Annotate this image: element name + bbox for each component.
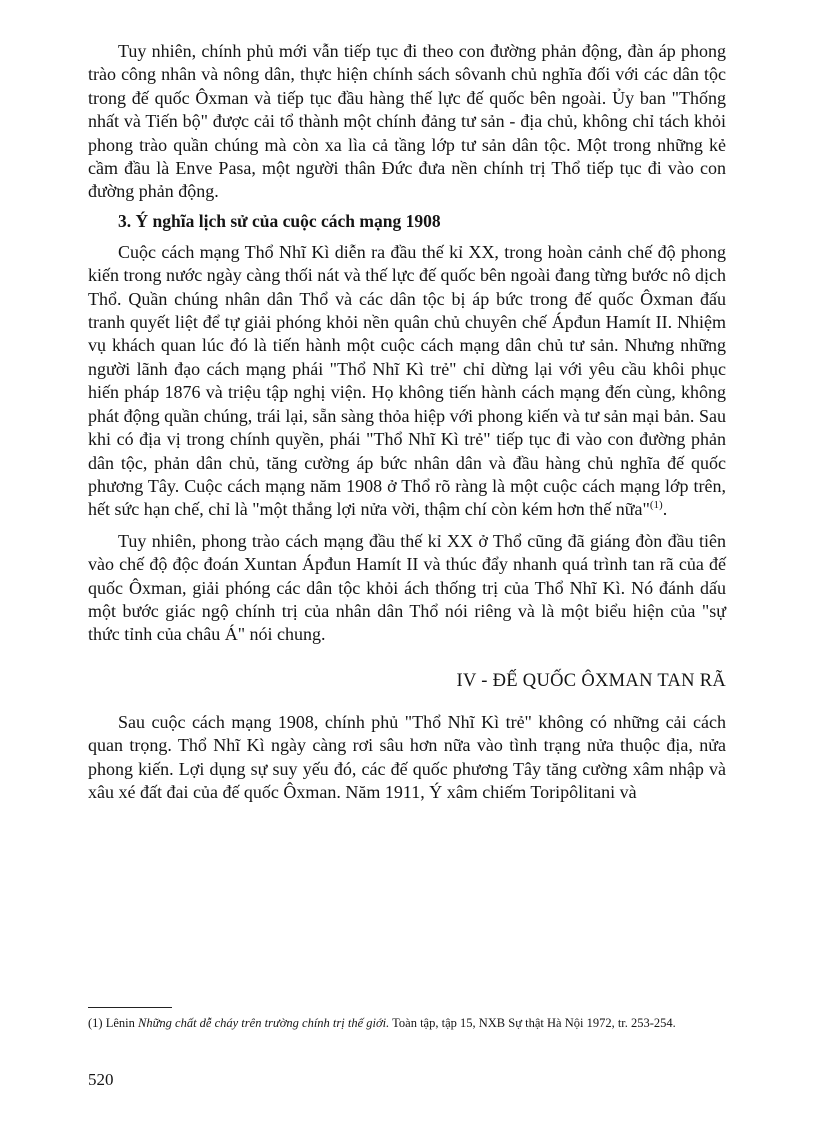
footnote-title: Những chất dễ cháy trên trường chính trị thế giới. [137, 1016, 390, 1030]
section-4-paragraph-1: Sau cuộc cách mạng 1908, chính phủ "Thổ Nhĩ Kì trẻ" không có những cải cách quan trọng. Thổ Nhĩ Kì ngày càng rơi sâu hơn nữa vào tình trạng nửa thuộc địa, nửa phong kiến. Lợi dụng sự suy yếu đó, các đế quốc phương Tây tăng cường xâm nhập và xâu xé đất đai của đế quốc Ôxman. Năm 1911, Ý xâm chiếm Toripôlitani và [88, 711, 726, 802]
footnote-reference: (1) [649, 499, 663, 512]
section-3-paragraph-1 [88, 241, 726, 522]
footnote-rest: Toàn tập, tập 15, NXB Sự thật Hà Nội 1972, tr. 253-254. [389, 1016, 676, 1030]
section-3-heading: 3. Ý nghĩa lịch sử của cuộc cách mạng 1908 [118, 210, 441, 231]
section-4-heading: IV - ĐẾ QUỐC ÔXMAN TAN RÃ [456, 670, 726, 691]
page-number: 520 [88, 1070, 114, 1089]
footnote-divider [88, 1007, 172, 1008]
section-3-paragraph-1-end: . [662, 499, 668, 520]
section-3-paragraph-1-text: Cuộc cách mạng Thổ Nhĩ Kì diễn ra đầu thế kỉ XX, trong hoàn cảnh chế độ phong kiến trong nước ngày càng thối nát và thế lực đế quốc bên ngoài đang từng bước nô dịch Thổ. Quần chúng nhân dân Thổ và các dân tộc bị áp bức trong đế quốc Ôxman đấu tranh quyết liệt để tự giải phóng khỏi nền quân chủ chuyên chế Ápđun Hamít II. Nhiệm vụ khách quan lúc đó là tiến hành một cuộc cách mạng dân chủ tư sản. Nhưng những người lãnh đạo cách mạng phái "Thổ Nhĩ Kì trẻ" chỉ dừng lại với yêu cầu khôi phục hiến pháp 1876 và triệu tập nghị viện. Họ không tiến hành cách mạng đến cùng, không phát động quần chúng, trái lại, sẵn sàng thỏa hiệp với phong kiến và tư sản mại bản. Sau khi có địa vị trong chính quyền, phái "Thổ Nhĩ Kì trẻ" tiếp tục đi vào con đường phản dân tộc, phản dân chủ, tăng cường áp bức nhân dân và đầu hàng chủ nghĩa đế quốc phương Tây. Cuộc cách mạng năm 1908 ở Thổ rõ ràng là một cuộc cách mạng lớp trên, hết sức hạn chế, chỉ là "một thắng lợi nửa vời, thậm chí còn kém hơn thế nữa" [88, 241, 726, 520]
footnote-marker: (1) Lênin [88, 1016, 138, 1030]
page-body [88, 40, 726, 804]
section-3-paragraph-2: Tuy nhiên, phong trào cách mạng đầu thế kỉ XX ở Thổ cũng đã giáng đòn đầu tiên vào chế độ độc đoán Xuntan Ápđun Hamít II và thúc đẩy nhanh quá trình tan rã của đế quốc Ôxman, giải phóng các dân tộc khỏi ách thống trị của Thổ Nhĩ Kì. Nó đánh dấu một bước giác ngộ chính trị của nhân dân Thổ nói riêng và là một biểu hiện của "sự thức tỉnh của châu Á" nói chung. [88, 530, 726, 645]
footnote [88, 1014, 726, 1032]
paragraph-intro: Tuy nhiên, chính phủ mới vẫn tiếp tục đi theo con đường phản động, đàn áp phong trào công nhân và nông dân, thực hiện chính sách sôvanh chủ nghĩa đối với các dân tộc trong đế quốc Ôxman và tiếp tục đầu hàng thế lực đế quốc bên ngoài. Ủy ban "Thống nhất và Tiến bộ" được cải tổ thành một chính đảng tư sản - địa chủ, không chỉ tách khỏi phong trào quần chúng mà còn xa lìa cả tầng lớp tư sản dân tộc. Một trong những kẻ cầm đầu là Enve Pasa, một người thân Đức đưa nền chính trị Thổ tiếp tục đi vào con đường phản động. [88, 41, 726, 202]
